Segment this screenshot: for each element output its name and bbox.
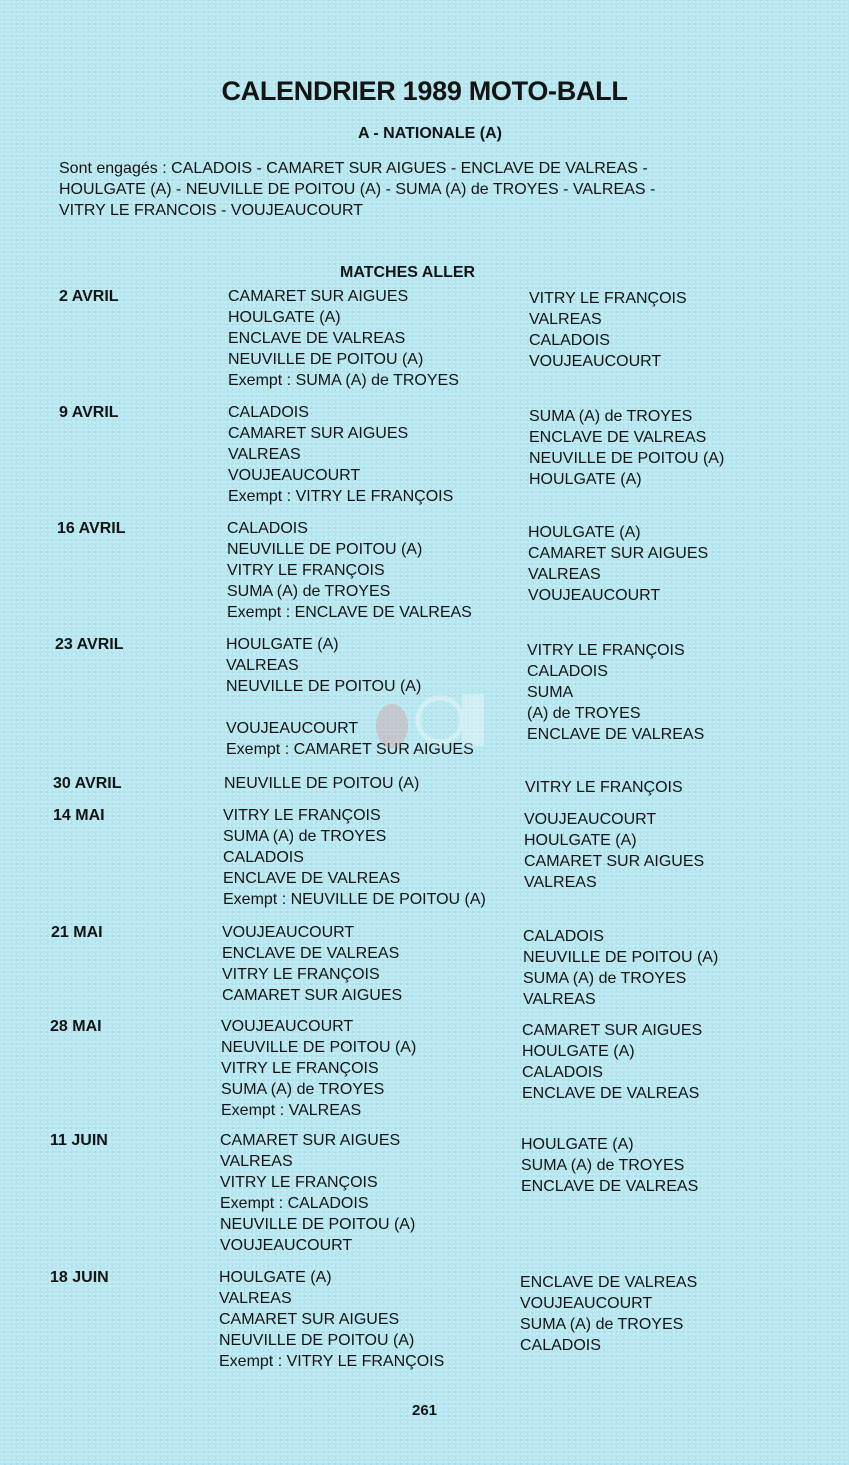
away-team: VOUJEAUCOURT [529, 353, 662, 370]
exempt-team: Exempt : NEUVILLE DE POITOU (A) [223, 891, 486, 908]
home-team: VALREAS [220, 1153, 293, 1170]
division-subtitle: A - NATIONALE (A) [358, 125, 502, 142]
home-team: SUMA (A) de TROYES [221, 1081, 385, 1098]
exempt-team: Exempt : VITRY LE FRANÇOIS [228, 488, 454, 505]
away-team: HOULGATE (A) [521, 1136, 634, 1153]
away-team: NEUVILLE DE POITOU (A) [523, 949, 719, 966]
home-team: VITRY LE FRANÇOIS [227, 562, 385, 579]
away-team: SUMA [527, 684, 574, 701]
home-team: NEUVILLE DE POITOU (A) [224, 775, 420, 792]
away-teams [529, 288, 687, 372]
home-teams [224, 773, 419, 794]
participants-line: Sont engagés : CALADOIS - CAMARET SUR AIGUES - ENCLAVE DE VALREAS - [59, 160, 648, 177]
home-team: VOUJEAUCOURT [222, 924, 355, 941]
home-team: VITRY LE FRANÇOIS [221, 1060, 379, 1077]
home-teams [228, 286, 459, 391]
participants-paragraph [59, 158, 819, 221]
page-title: CALENDRIER 1989 MOTO-BALL [221, 76, 628, 106]
round-date: 11 JUIN [50, 1132, 108, 1149]
home-teams [222, 922, 402, 1006]
away-team: (A) de TROYES [527, 705, 641, 722]
home-team: SUMA (A) de TROYES [223, 828, 387, 845]
round-date: 23 AVRIL [55, 636, 124, 653]
home-team: CAMARET SUR AIGUES [228, 425, 409, 442]
home-team: VOUJEAUCOURT [221, 1018, 354, 1035]
home-team: NEUVILLE DE POITOU (A) [219, 1332, 415, 1349]
away-teams [528, 522, 708, 606]
away-team: VITRY LE FRANÇOIS [525, 779, 683, 796]
home-team: VITRY LE FRANÇOIS [220, 1174, 378, 1191]
round-date: 14 MAI [53, 807, 105, 824]
away-teams [527, 640, 704, 745]
round-date: 9 AVRIL [59, 404, 119, 421]
away-team: VALREAS [524, 874, 597, 891]
home-team: VITRY LE FRANÇOIS [223, 807, 381, 824]
exempt-team: Exempt : VITRY LE FRANÇOIS [219, 1353, 445, 1370]
away-team: VALREAS [529, 311, 602, 328]
section-heading: MATCHES ALLER [340, 264, 476, 281]
away-team: ENCLAVE DE VALREAS [527, 726, 705, 743]
home-team: NEUVILLE DE POITOU (A) [221, 1039, 417, 1056]
away-team: CAMARET SUR AIGUES [524, 853, 705, 870]
away-team: CALADOIS [527, 663, 608, 680]
participants-line: HOULGATE (A) - NEUVILLE DE POITOU (A) - SUMA (A) de TROYES - VALREAS - [59, 181, 656, 198]
exempt-team: Exempt : ENCLAVE DE VALREAS [227, 604, 472, 621]
away-teams [523, 926, 718, 1010]
home-team: SUMA (A) de TROYES [227, 583, 391, 600]
home-teams [227, 518, 472, 623]
home-team: VALREAS [228, 446, 301, 463]
away-teams [524, 809, 704, 893]
round-date: 30 AVRIL [53, 775, 122, 792]
watermark-logo [362, 684, 492, 764]
away-team: SUMA (A) de TROYES [523, 970, 687, 987]
away-team: VOUJEAUCOURT [528, 587, 661, 604]
round-date: 28 MAI [50, 1018, 102, 1035]
home-team: NEUVILLE DE POITOU (A) [228, 351, 424, 368]
away-teams [521, 1134, 698, 1197]
home-teams [219, 1267, 444, 1372]
away-teams [520, 1272, 697, 1356]
away-team: SUMA (A) de TROYES [529, 408, 693, 425]
home-team: VALREAS [226, 657, 299, 674]
home-team: HOULGATE (A) [219, 1269, 332, 1286]
away-team: SUMA (A) de TROYES [520, 1316, 684, 1333]
away-team: NEUVILLE DE POITOU (A) [529, 450, 725, 467]
away-team: VOUJEAUCOURT [520, 1295, 653, 1312]
away-teams [522, 1020, 702, 1104]
home-team: ENCLAVE DE VALREAS [222, 945, 400, 962]
home-team: VOUJEAUCOURT [228, 467, 361, 484]
exempt-team: Exempt : CALADOIS [220, 1195, 369, 1212]
away-team: VITRY LE FRANÇOIS [527, 642, 685, 659]
home-team: VITRY LE FRANÇOIS [222, 966, 380, 983]
page-number: 261 [411, 1402, 438, 1419]
away-team: CAMARET SUR AIGUES [528, 545, 709, 562]
home-team: CAMARET SUR AIGUES [219, 1311, 400, 1328]
home-team: NEUVILLE DE POITOU (A) [226, 678, 422, 695]
home-teams [220, 1130, 415, 1256]
away-team: ENCLAVE DE VALREAS [529, 429, 707, 446]
away-team: VALREAS [523, 991, 596, 1008]
home-team: NEUVILLE DE POITOU (A) [227, 541, 423, 558]
round-date: 16 AVRIL [57, 520, 126, 537]
away-team: SUMA (A) de TROYES [521, 1157, 685, 1174]
home-team: CALADOIS [223, 849, 304, 866]
home-team: HOULGATE (A) [226, 636, 339, 653]
home-team: ENCLAVE DE VALREAS [228, 330, 406, 347]
away-team: CALADOIS [520, 1337, 601, 1354]
away-teams [529, 406, 724, 490]
home-team: CALADOIS [227, 520, 308, 537]
round-date: 2 AVRIL [59, 288, 119, 305]
round-date: 21 MAI [51, 924, 103, 941]
away-team: ENCLAVE DE VALREAS [521, 1178, 699, 1195]
home-team: HOULGATE (A) [228, 309, 341, 326]
away-team: VITRY LE FRANÇOIS [529, 290, 687, 307]
away-team: VOUJEAUCOURT [524, 811, 657, 828]
away-team: HOULGATE (A) [529, 471, 642, 488]
home-teams [221, 1016, 416, 1121]
away-team: CALADOIS [522, 1064, 603, 1081]
away-team: CAMARET SUR AIGUES [522, 1022, 703, 1039]
home-teams [228, 402, 453, 507]
home-team: NEUVILLE DE POITOU (A) [220, 1216, 416, 1233]
away-team: HOULGATE (A) [524, 832, 637, 849]
away-team: ENCLAVE DE VALREAS [522, 1085, 700, 1102]
home-team: CAMARET SUR AIGUES [228, 288, 409, 305]
participants-line: VITRY LE FRANCOIS - VOUJEAUCOURT [59, 202, 364, 219]
home-team: CALADOIS [228, 404, 309, 421]
away-team: CALADOIS [523, 928, 604, 945]
home-team: VOUJEAUCOURT [220, 1237, 353, 1254]
round-date: 18 JUIN [50, 1269, 109, 1286]
away-team: CALADOIS [529, 332, 610, 349]
exempt-team: Exempt : CAMARET SUR AIGUES [226, 741, 474, 758]
away-team: VALREAS [528, 566, 601, 583]
home-team: CAMARET SUR AIGUES [220, 1132, 401, 1149]
away-team: ENCLAVE DE VALREAS [520, 1274, 698, 1291]
away-team: HOULGATE (A) [528, 524, 641, 541]
exempt-team: Exempt : VALREAS [221, 1102, 362, 1119]
exempt-team: Exempt : SUMA (A) de TROYES [228, 372, 459, 389]
home-teams [223, 805, 486, 910]
away-teams [525, 777, 683, 798]
home-team: CAMARET SUR AIGUES [222, 987, 403, 1004]
home-team: VOUJEAUCOURT [226, 720, 359, 737]
away-team: HOULGATE (A) [522, 1043, 635, 1060]
home-team: ENCLAVE DE VALREAS [223, 870, 401, 887]
home-team: VALREAS [219, 1290, 292, 1307]
